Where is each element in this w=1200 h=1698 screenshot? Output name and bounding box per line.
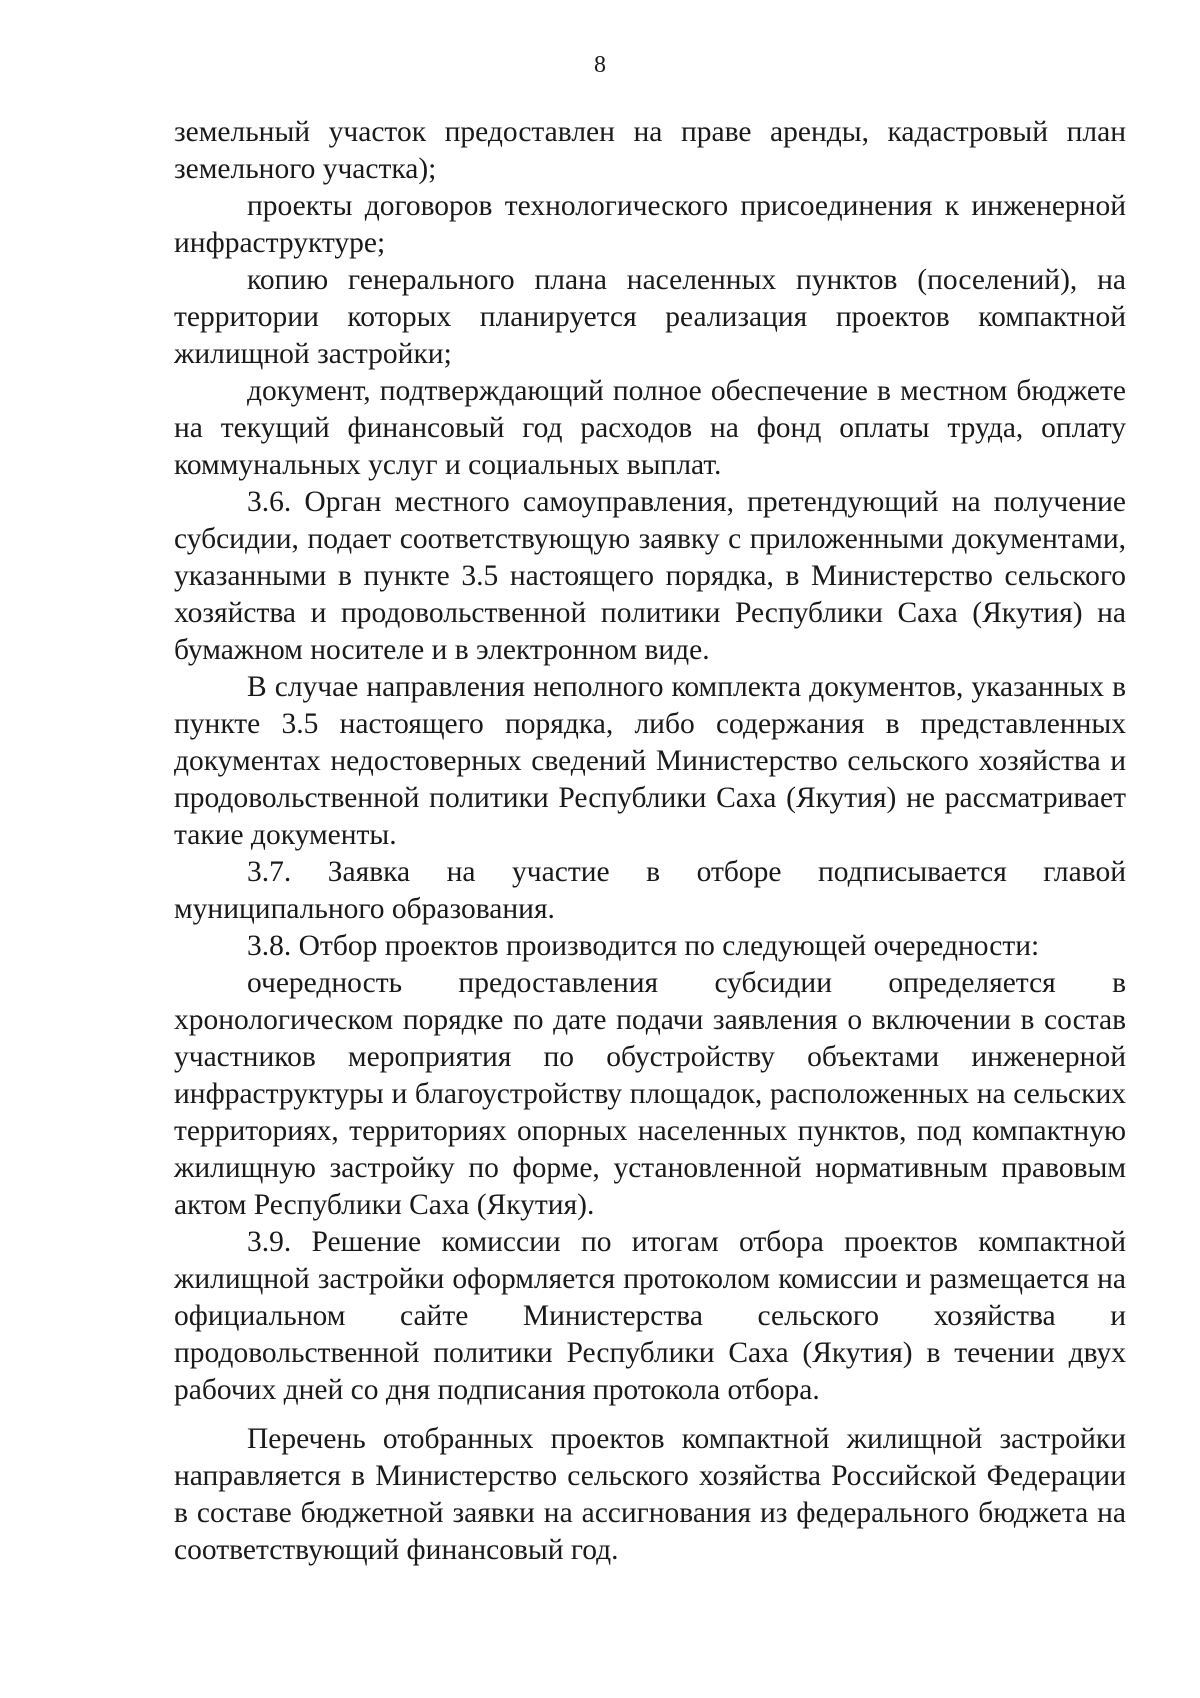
paragraph-queue-order: очередность предоставления субсидии определяется в хронологическом порядке по дате подачи заявления о включении в состав участников мероприятия по обустройству объектами инженерной инфраструктуры и благоустройству площадок, расположенных на сельских территориях, территориях опорных населенных пунктов, под компактную жилищную застройку по форме, установленной нормативным правовым актом Республики Саха (Якутия). (174, 967, 1126, 1221)
document-body (174, 114, 1126, 1569)
paragraph-3-9: 3.9. Решение комиссии по итогам отбора проектов компактной жилищной застройки оформляется протоколом комиссии и размещается на официальном сайте Министерства сельского хозяйства и продовольственной политики Республики Саха (Якутия) в течении двух рабочих дней со дня подписания протокола отбора. (174, 1226, 1126, 1406)
page-number: 8 (594, 52, 606, 78)
paragraph-land-plot: земельный участок предоставлен на праве аренды, кадастровый план земельного участка); (174, 116, 1126, 185)
paragraph-3-8: 3.8. Отбор проектов производится по следующей очередности: (247, 930, 1040, 962)
paragraph-3-6: 3.6. Орган местного самоуправления, претендующий на получение субсидии, подает соответствующую заявку с приложенными документами, указанными в пункте 3.5 настоящего порядка, в Министерство сельского хозяйства и продовольственной политики Республики Саха (Якутия) на бумажном носителе и в электронном виде. (174, 486, 1126, 666)
paragraph-connection-contracts: проекты договоров технологического присоединения к инженерной инфраструктуре; (174, 190, 1126, 259)
paragraph-budget-document: документ, подтверждающий полное обеспечение в местном бюджете на текущий финансовый год расходов на фонд оплаты труда, оплату коммунальных услуг и социальных выплат. (174, 375, 1126, 481)
paragraph-3-7: 3.7. Заявка на участие в отборе подписывается главой муниципального образования. (174, 856, 1126, 925)
paragraph-general-plan: копию генерального плана населенных пунктов (поселений), на территории которых планируется реализация проектов компактной жилищной застройки; (174, 264, 1126, 370)
paragraph-selected-projects-list: Перечень отобранных проектов компактной жилищной застройки направляется в Министерство сельского хозяйства Российской Федерации в составе бюджетной заявки на ассигнования из федерального бюджета на соответствующий финансовый год. (174, 1423, 1126, 1566)
paragraph-incomplete-documents: В случае направления неполного комплекта документов, указанных в пункте 3.5 настоящего порядка, либо содержания в представленных документах недостоверных сведений Министерство сельского хозяйства и продовольственной политики Республики Саха (Якутия) не рассматривает такие документы. (174, 671, 1126, 851)
